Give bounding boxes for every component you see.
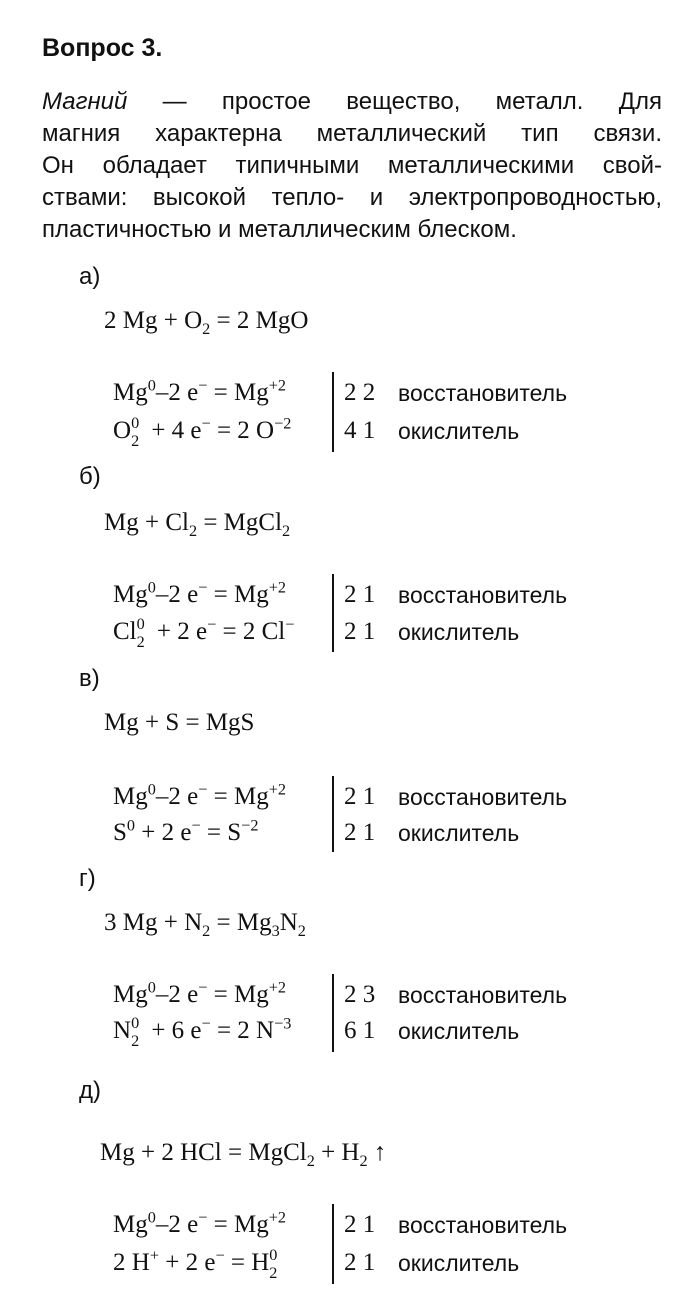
role-oxidizer: окислитель [398, 820, 520, 846]
intro-line-5: пластичностью и металлическим блеском. [42, 216, 517, 243]
reduction-half-reaction: Cl 0 2 + 2 e− = 2 Cl− [113, 615, 295, 651]
oxidation-half-reaction: Mg$^0$–2 $e^- = Mg^{+2}$ [113, 578, 287, 608]
role-reducer: восстановитель [398, 784, 568, 810]
role-reducer: восстановитель [398, 582, 568, 608]
electron-balance-coefficients: 4 1 [344, 417, 376, 444]
intro-term: Магний [42, 88, 128, 115]
reaction-equation: Mg + 2 HCl = MgCl$_2$ + $H_2$ ↑ [100, 1139, 387, 1170]
electron-balance-coefficients: 2 1 [344, 618, 376, 645]
section-label: г) [79, 865, 96, 892]
section-label: б) [79, 463, 101, 490]
reaction-equation: $Mg + Cl_2$ = MgCl$_2$ [104, 509, 291, 540]
oxidation-half-reaction: Mg$^0$–2 $e^- = Mg^{+2}$ [113, 1208, 287, 1238]
reaction-equation: Mg + S = MgS [104, 709, 255, 736]
reduction-half-reaction: $S^0 + 2$ $e^- = S^{-2}$ [113, 816, 259, 846]
reaction-equation: 2 $Mg + O_2 = 2$ MgO [104, 307, 309, 338]
reduction-half-reaction: O 0 2 + 4 e− = 2 $O^{-2}$ [113, 414, 292, 450]
intro-paragraph [42, 86, 662, 246]
oxidation-half-reaction: Mg$^0$–2 $e^- = Mg^{+2}$ [113, 978, 287, 1008]
electron-balance-coefficients: 2 1 [344, 1249, 376, 1276]
electron-balance-coefficients: 2 2 [344, 379, 376, 406]
electron-balance-coefficients: 2 3 [344, 981, 376, 1008]
question-heading: Вопрос 3. [42, 34, 163, 62]
electron-balance-coefficients: 2 1 [344, 581, 376, 608]
electron-balance-coefficients: 2 1 [344, 1211, 376, 1238]
section-label: д) [79, 1077, 101, 1104]
intro-line-3: Он обладает типичными металлическими свой- [42, 152, 662, 179]
section-label: в) [79, 665, 100, 692]
balance-divider [332, 974, 334, 1052]
intro-line-4: ствами: высокой тепло- и электропроводностью, [42, 184, 662, 211]
balance-divider [332, 776, 334, 852]
electron-balance-coefficients: 2 1 [344, 783, 376, 810]
role-reducer: восстановитель [398, 380, 568, 406]
electron-balance-coefficients: 2 1 [344, 819, 376, 846]
balance-divider [332, 372, 334, 452]
intro-line-2: магния характерна металлический тип связи. [42, 120, 662, 147]
intro-line-1: Магний — простое вещество, металл. Для [42, 88, 662, 115]
role-reducer: восстановитель [398, 1212, 568, 1238]
role-oxidizer: окислитель [398, 619, 520, 645]
role-oxidizer: окислитель [398, 1250, 520, 1276]
role-reducer: восстановитель [398, 982, 568, 1008]
electron-balance-coefficients: 6 1 [344, 1017, 376, 1044]
balance-divider [332, 574, 334, 652]
role-oxidizer: окислитель [398, 1018, 520, 1044]
reaction-equation: 3 $Mg + N_2 = Mg_3N_2$ [104, 909, 306, 940]
reduction-half-reaction: 2 H+ + 2 e− = H 0 2 [113, 1246, 278, 1282]
reduction-half-reaction: N 0 2 + 6 e− = 2 $N^{-3}$ [113, 1014, 292, 1050]
oxidation-half-reaction: Mg$^0$–2 $e^- = Mg^{+2}$ [113, 376, 287, 406]
oxidation-half-reaction: Mg$^0$–2 $e^- = Mg^{+2}$ [113, 780, 287, 810]
section-label: а) [79, 263, 101, 290]
balance-divider [332, 1204, 334, 1284]
role-oxidizer: окислитель [398, 418, 520, 444]
